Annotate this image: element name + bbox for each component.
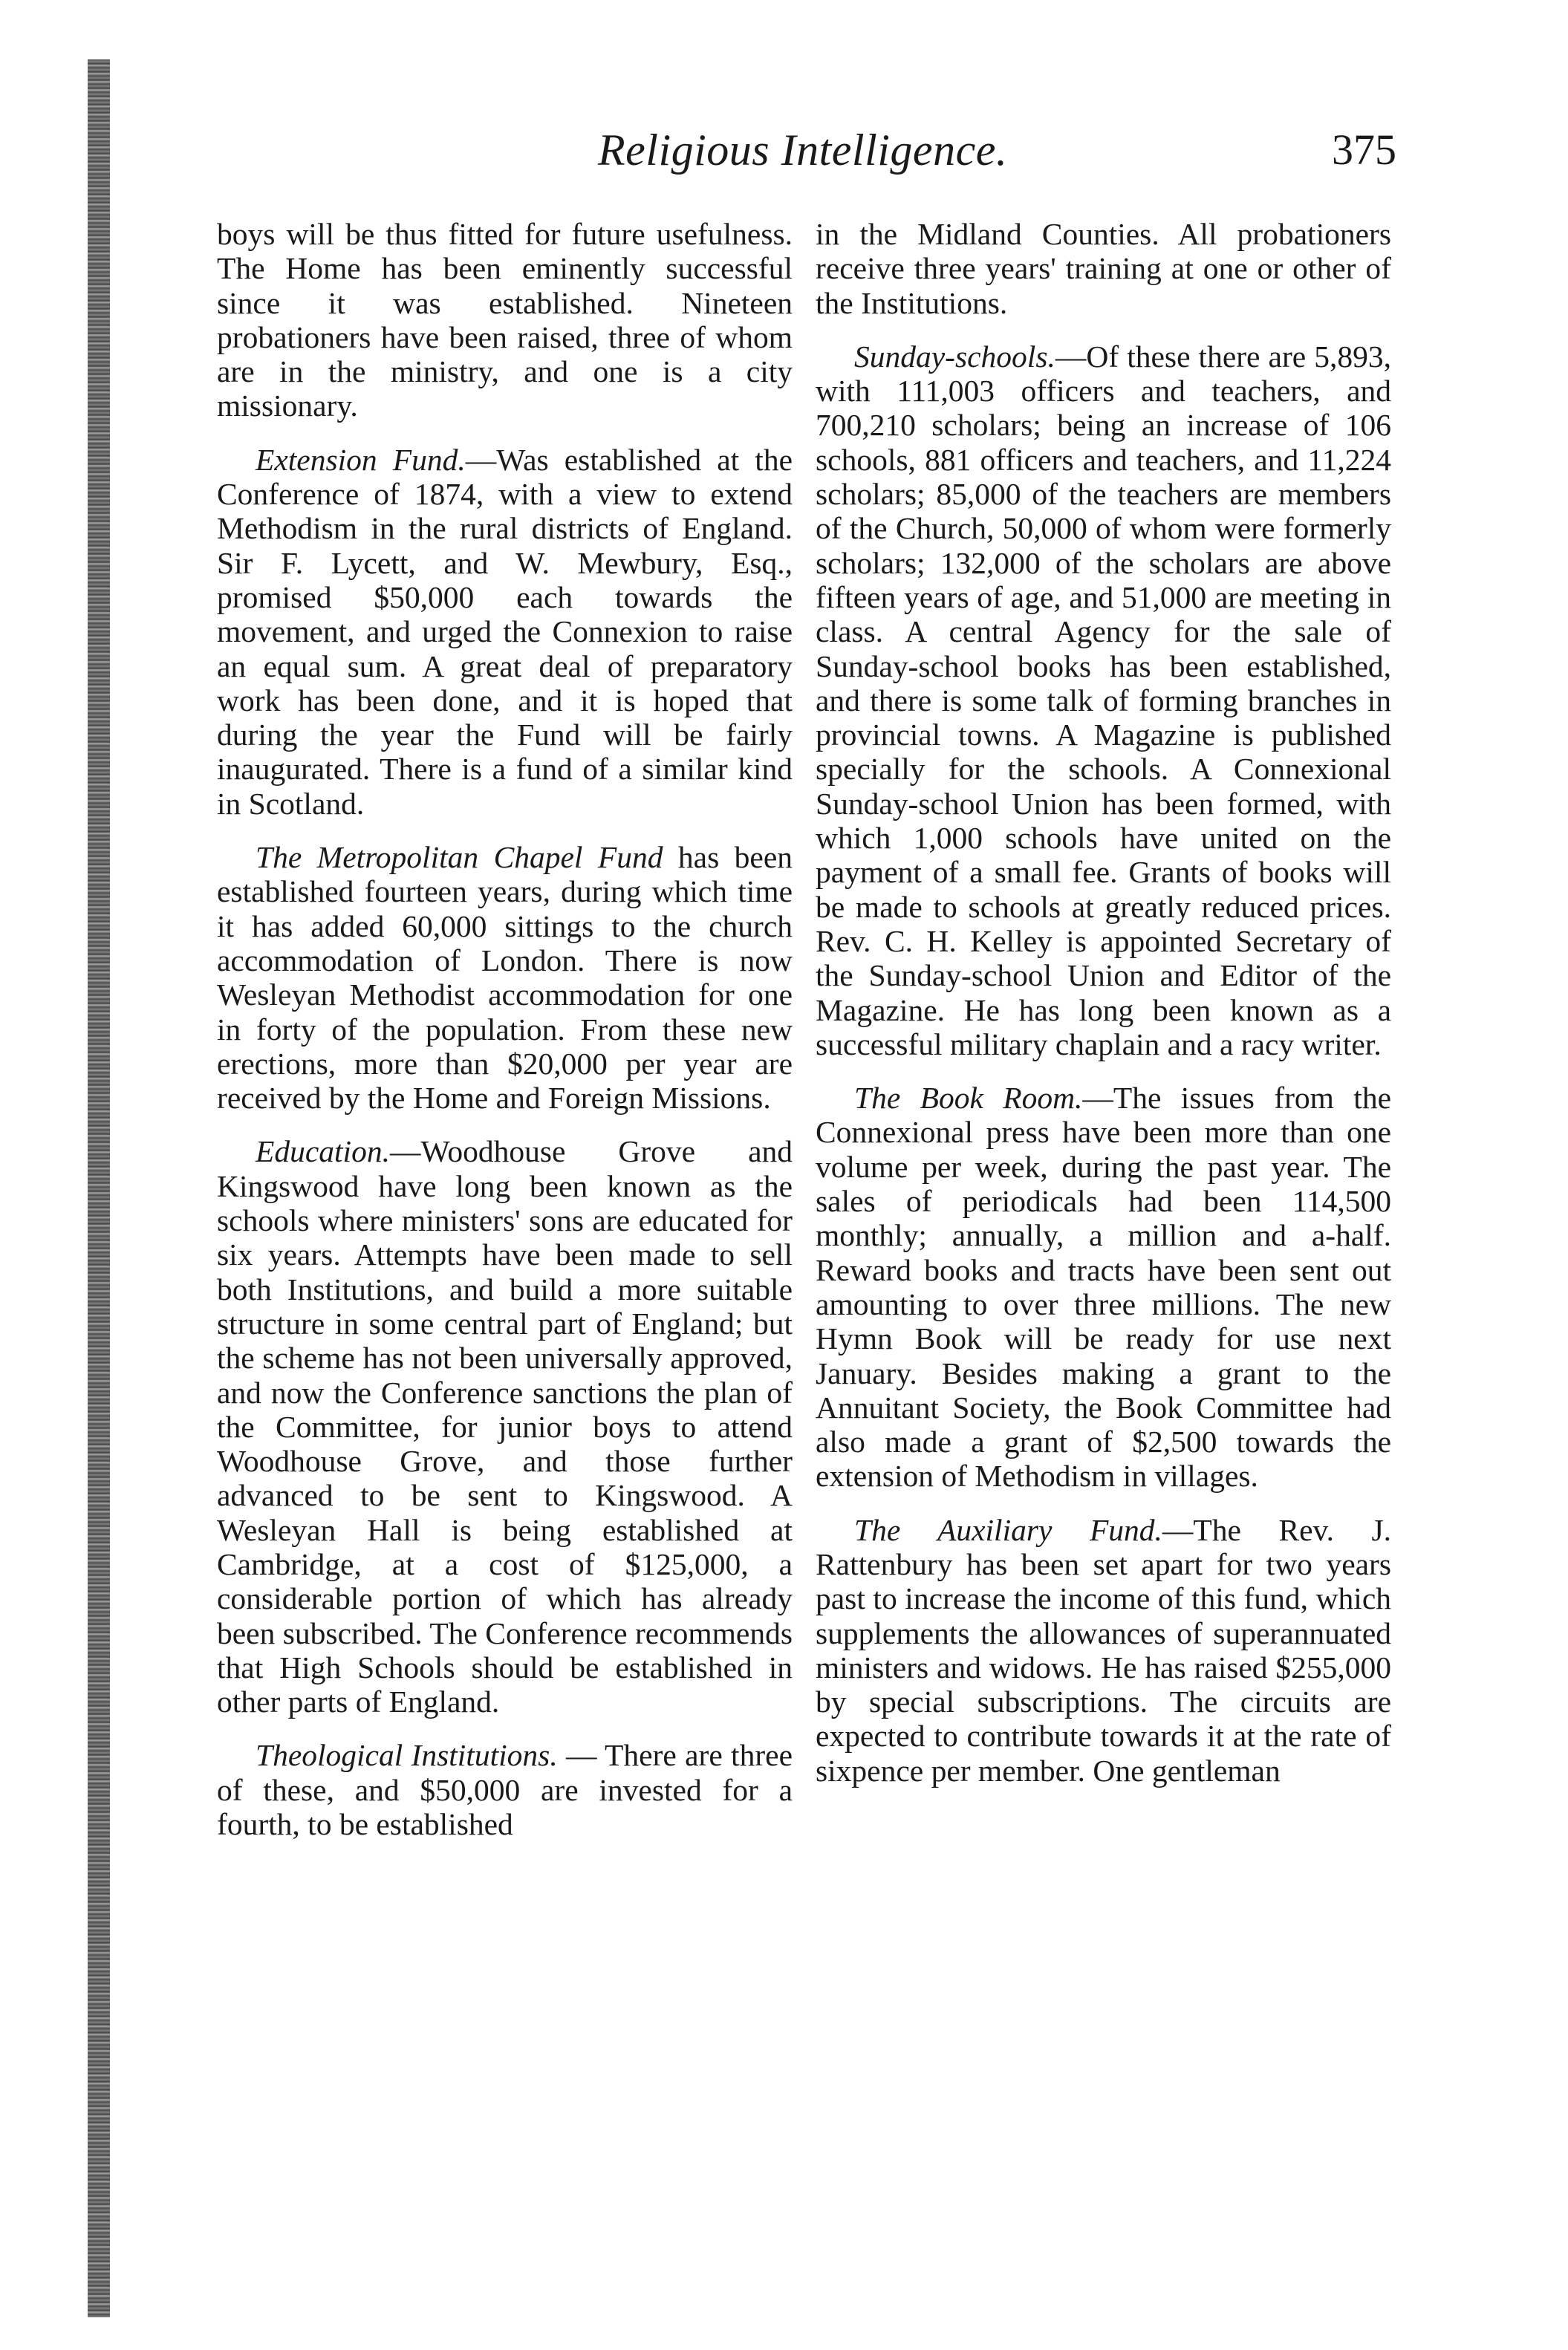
- paragraph-book-room: The Book Room.—The issues from the Connexional press have been more than one volume per week, during the past year. The sales of periodicals had been 114,500 monthly; annually, a million and a-half. Reward books and tracts have been sent out amounting to over three millions. The new Hymn Book will be ready for use next January. Besides making a grant to the Annuitant Society, the Book Committee had also made a grant of $2,500 towards the extension of Methodism in villages.: [816, 1081, 1392, 1494]
- paragraph-theological-institutions: Theological Institutions. — There are three of these, and $50,000 are invested for a fourth, to be established: [217, 1738, 793, 1842]
- paragraph-continuation: in the Midland Counties. All probationers receive three years' training at one or other of the Institutions.: [816, 217, 1391, 320]
- running-title: Religious Intelligence.: [598, 126, 1008, 175]
- paragraph-heading: Theological Institutions.: [256, 1738, 558, 1773]
- paragraph-heading: Education.: [256, 1134, 390, 1169]
- paragraph-continuation: boys will be thus fitted for future usefulness. The Home has been eminently successful since it was established. Nineteen probationers have been raised, three of whom are in the ministry, and one is a city missionary.: [217, 217, 793, 423]
- paragraph-sunday-schools: Sunday-schools.—Of these there are 5,893, with 111,003 officers and teachers, and 700,210 scholars; being an increase of 106 schools, 881 officers and teachers, and 11,224 scholars; 85,000 of the teachers are members of the Church, 50,000 of whom were formerly scholars; 132,000 of the scholars are above fifteen years of age, and 51,000 are meeting in class. A central Agency for the sale of Sunday-school books has been established, and there is some talk of forming branches in provincial towns. A Magazine is published specially for the schools. A Connexional Sunday-school Union has been formed, with which 1,000 schools have united on the payment of a small fee. Grants of books will be made to schools at greatly reduced prices. Rev. C. H. Kelley is appointed Secretary of the Sunday-school Union and Editor of the Magazine. He has long been known as a successful military chaplain and a racy writer.: [816, 339, 1391, 1061]
- page-number: 375: [1332, 126, 1396, 174]
- paragraph-extension-fund: Extension Fund.—Was established at the Conference of 1874, with a view to extend Methodism in the rural districts of England. Sir F. Lycett, and W. Mewbury, Esq., promised $50,000 each towards the movement, and urged the Connexion to raise an equal sum. A great deal of preparatory work has been done, and it is hoped that during the year the Fund will be fairly inaugurated. There is a fund of a similar kind in Scotland.: [217, 442, 793, 821]
- left-column: [217, 217, 793, 1861]
- page-header: [215, 125, 1396, 184]
- paragraph-metropolitan-chapel-fund: The Metropolitan Chapel Fund has been established fourteen years, during which time it has added 60,000 sittings to the church accommodation of London. There is now Wesleyan Methodist accommodation for one in forty of the population. From these new erections, more than $20,000 per year are received by the Home and Foreign Missions.: [217, 840, 793, 1116]
- paragraph-auxiliary-fund: The Auxiliary Fund.—The Rev. J. Rattenbury has been set apart for two years past to increase the income of this fund, which supplements the allowances of superannuated ministers and widows. He has raised $255,000 by special subscriptions. The circuits are expected to contribute towards it at the rate of sixpence per member. One gentleman: [816, 1512, 1392, 1788]
- paragraph-heading: Extension Fund.: [256, 442, 466, 477]
- paragraph-heading: Sunday-schools.: [854, 339, 1055, 374]
- paragraph-education: Education.—Woodhouse Grove and Kingswood have long been known as the schools where ministers' sons are educated for six years. Attempts have been made to sell both Institutions, and build a more suitable structure in some central part of England; but the scheme has not been universally approved, and now the Conference sanctions the plan of the Committee, for junior boys to attend Woodhouse Grove, and those further advanced to be sent to Kingswood. A Wesleyan Hall is being established at Cambridge, at a cost of $125,000, a considerable portion of which has already been subscribed. The Conference recommends that High Schools should be established in other parts of England.: [217, 1134, 793, 1719]
- paragraph-heading: The Book Room.: [854, 1081, 1083, 1116]
- paragraph-heading: The Auxiliary Fund.: [854, 1512, 1162, 1547]
- book-binding-edge: [88, 59, 110, 2317]
- right-column: [816, 217, 1391, 1807]
- paragraph-heading: The Metropolitan Chapel Fund: [256, 840, 663, 875]
